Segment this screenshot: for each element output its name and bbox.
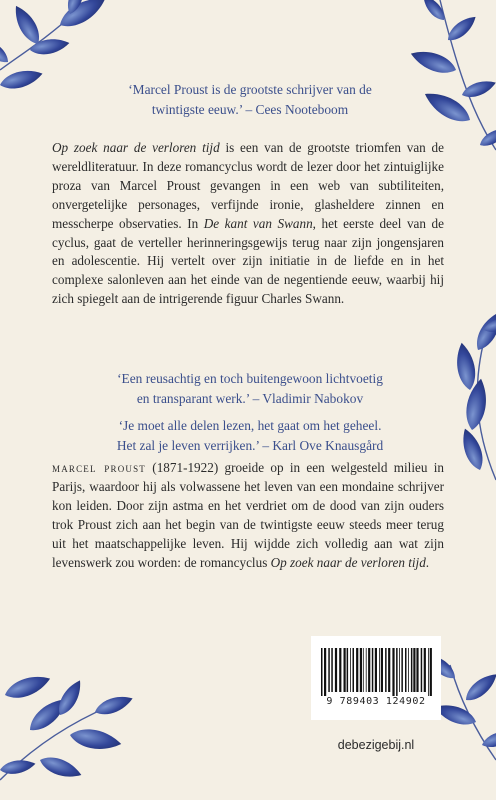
leaf-branch-bottom-left-icon <box>0 671 135 783</box>
bio-end: . <box>425 554 430 570</box>
leaf-branch-right-middle-icon <box>453 308 496 480</box>
blurb-text: , het eerste deel van de cyclus, gaat de verteller herinneringsgewijs terug naar zijn jongensjaren en adolescentie. Hij vertelt over zijn initiatie in de liefde en in het complexe salonleven aan het einde van de negentiende eeuw, waarbij hij zich spiegelt aan de intrigerende figuur Charles Swann. <box>52 215 444 307</box>
quote-line: ‘Marcel Proust is de grootste schrijver van de <box>128 82 372 97</box>
quote-line: ‘Je moet alle delen lezen, het gaat om het geheel. <box>118 418 382 433</box>
isbn-digits: 9 789403 124902 <box>326 696 426 707</box>
bio-text: (1871-1922) groeide op in een welgesteld milieu in Parijs, waardoor hij als volwassene het leven van een mondaine schrijver kon leiden. Door zijn astma en het verdriet om de dood van zijn ouders trok Proust zich aan het begin van de twintigste eeuw steeds meer terug uit het maatschappelijke leven. Hij wijdde zich volledig aan wat zijn levenswerk zou worden: de romancyclus <box>52 460 444 570</box>
quote-nooteboom <box>60 80 440 120</box>
quote-knausgard <box>60 416 440 456</box>
publisher-website: debezigebij.nl <box>337 738 415 752</box>
barcode-bars-icon <box>311 636 441 696</box>
quote-line: en transparant werk.’ – Vladimir Nabokov <box>136 391 364 406</box>
volume-title: De kant van Swann <box>203 215 313 231</box>
quote-line: ‘Een reusachtig en toch buitengewoon lichtvoetig <box>117 371 383 386</box>
quote-line: twintigste eeuw.’ – Cees Nooteboom <box>151 102 349 117</box>
quote-line: Het zal je leven verrijken.’ – Karl Ove Knausgård <box>116 438 384 453</box>
author-name: marcel proust <box>52 460 146 475</box>
quote-nabokov <box>60 369 440 409</box>
leaf-branch-top-right-icon <box>408 0 496 150</box>
barcode <box>311 636 441 720</box>
leaf-branch-top-left-icon <box>0 0 110 93</box>
blurb-text: is een van de grootste triomfen van de wereldliteratuur. In deze romancyclus wordt de lezer door het zintuiglijke proza van Marcel Proust gevangen in een web van subtiliteiten, onvergetelijke personages, verfijnde ironie, glasheldere zinnen en messcherpe observaties. In <box>52 140 445 231</box>
author-bio <box>52 459 444 572</box>
book-title: Op zoek naar de verloren tijd <box>52 140 220 155</box>
book-blurb <box>52 139 444 309</box>
work-title: Op zoek naar de verloren tijd <box>270 554 426 570</box>
